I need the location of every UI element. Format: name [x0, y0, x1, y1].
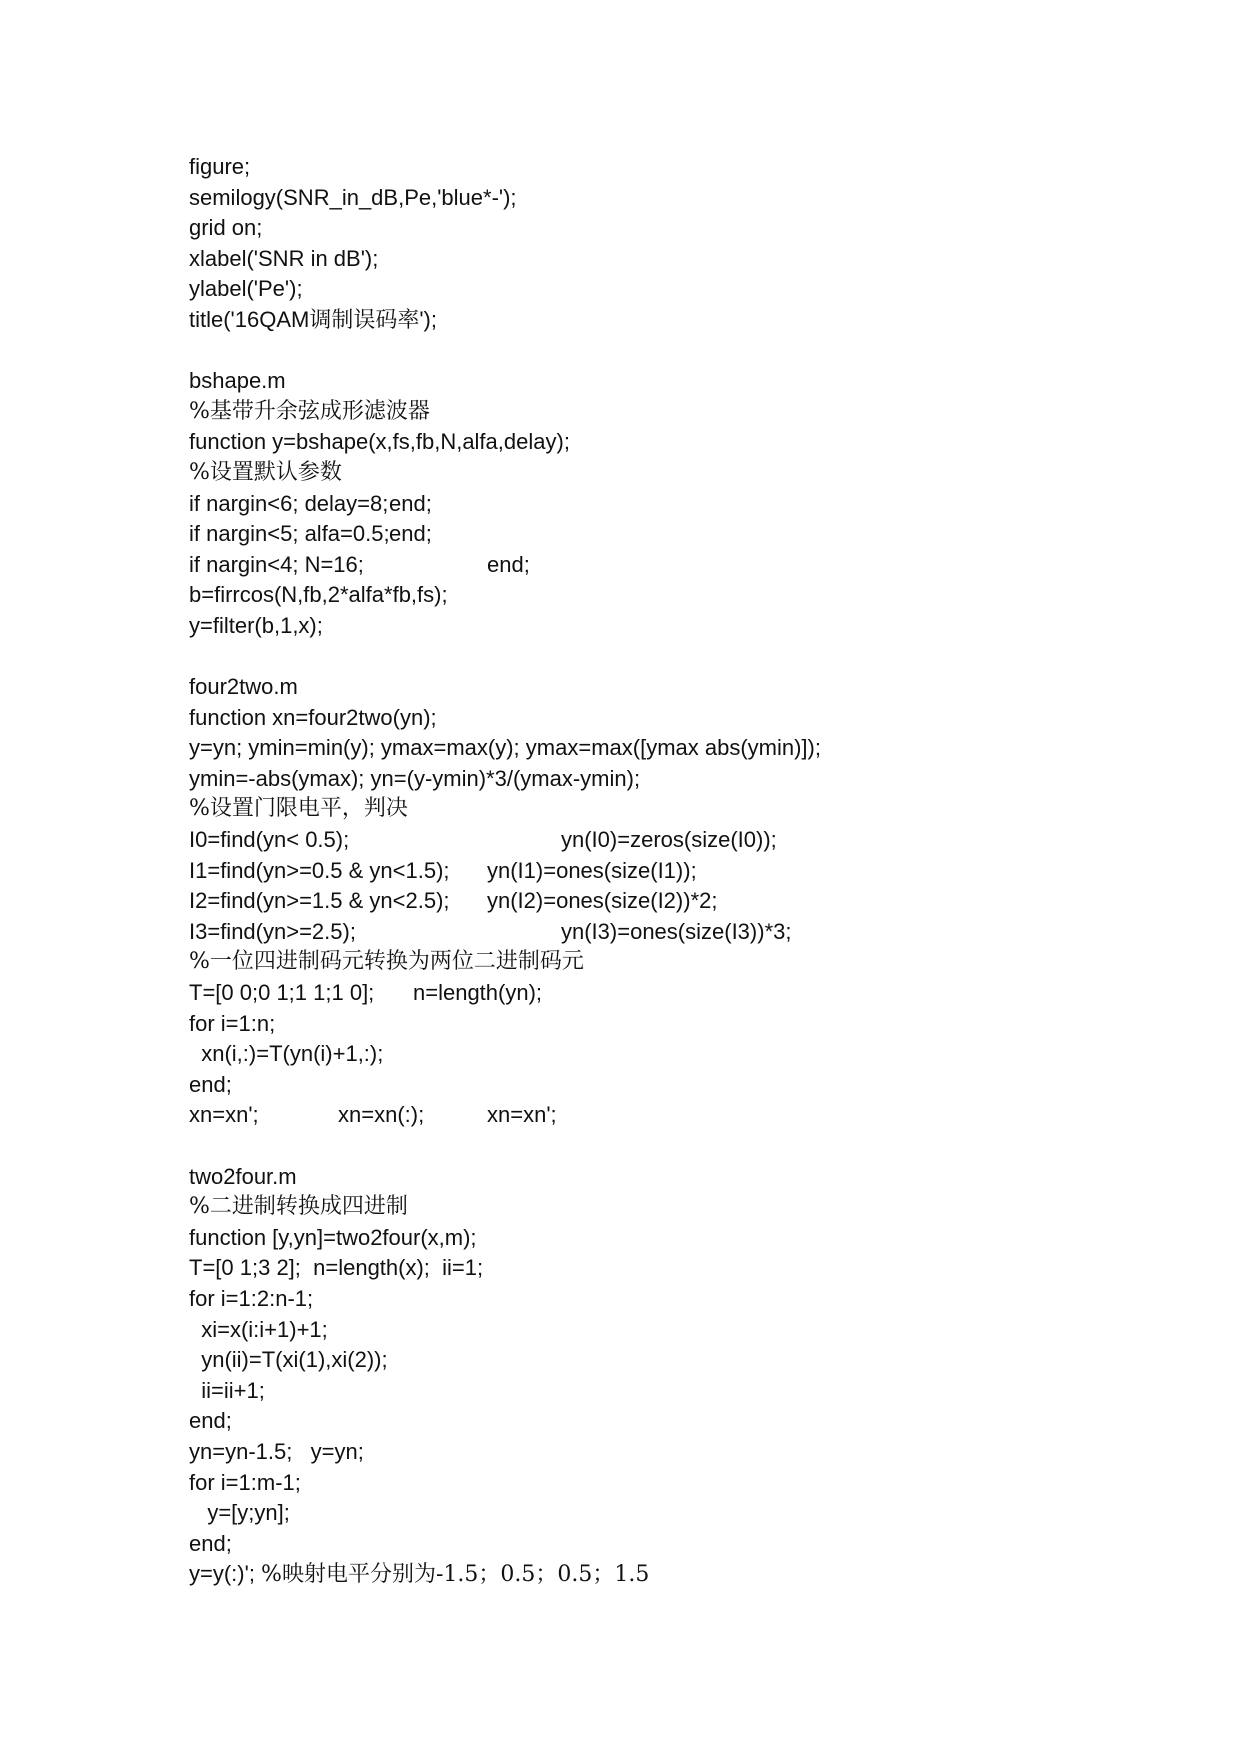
blank-line	[189, 642, 1189, 673]
code-comment: %基带升余弦成形滤波器	[189, 398, 430, 424]
file-name-two2four: two2four.m	[189, 1163, 297, 1189]
file-name-bshape: bshape.m	[189, 368, 286, 394]
code-line: for i=1:2:n-1;	[189, 1285, 314, 1311]
code-line: end;	[189, 1408, 232, 1434]
code-line: y=[y;yn];	[189, 1500, 290, 1526]
code-line: ii=ii+1;	[189, 1377, 265, 1403]
code-line: grid on;	[189, 215, 263, 241]
code-line: end;	[189, 1530, 232, 1556]
code-line	[189, 519, 1189, 550]
code-line	[189, 489, 1189, 520]
code-line: semilogy(SNR_in_dB,Pe,'blue*-');	[189, 184, 517, 210]
code-segment: I0=find(yn< 0.5);	[189, 827, 350, 853]
code-listing	[189, 152, 1189, 1590]
code-line: function xn=four2two(yn);	[189, 704, 437, 730]
code-line	[189, 1100, 1189, 1131]
blank-line	[189, 336, 1189, 367]
code-segment: I3=find(yn>=2.5);	[189, 918, 356, 944]
code-line: yn=yn-1.5; y=yn;	[189, 1438, 364, 1464]
code-comment: %映射电平分别为-1.5；0.5；0.5；1.5	[261, 1562, 650, 1588]
code-line	[189, 856, 1189, 887]
code-segment: xn=xn';	[487, 1102, 557, 1128]
code-segment: yn(I0)=zeros(size(I0));	[561, 827, 777, 853]
code-segment: if nargin<6; delay=8;	[189, 490, 389, 516]
code-segment: if nargin<5; alfa=0.5;	[189, 521, 390, 547]
code-comment: %设置默认参数	[189, 459, 342, 485]
code-segment: T=[0 0;0 1;1 1;1 0];	[189, 980, 375, 1006]
code-segment: y=y(:)';	[189, 1561, 262, 1587]
code-segment: end;	[389, 490, 432, 516]
code-line	[189, 978, 1189, 1009]
code-segment: xn=xn(:);	[338, 1102, 425, 1128]
code-line: y=filter(b,1,x);	[189, 612, 323, 638]
code-line: for i=1:m-1;	[189, 1469, 301, 1495]
code-segment: xn=xn';	[189, 1102, 259, 1128]
code-line	[189, 550, 1189, 581]
code-line: function [y,yn]=two2four(x,m);	[189, 1224, 477, 1250]
code-line: for i=1:n;	[189, 1010, 276, 1036]
code-segment: n=length(yn);	[413, 980, 543, 1006]
code-line	[189, 917, 1189, 948]
blank-line	[189, 1131, 1189, 1162]
code-line: yn(ii)=T(xi(1),xi(2));	[189, 1347, 388, 1373]
code-line: y=yn; ymin=min(y); ymax=max(y); ymax=max([ymax abs(ymin)]);	[189, 735, 821, 761]
code-line: xn(i,:)=T(yn(i)+1,:);	[189, 1041, 384, 1067]
code-line: title('16QAM调制误码率');	[189, 306, 437, 332]
code-segment: I2=find(yn>=1.5 & yn<2.5);	[189, 888, 450, 914]
code-line: figure;	[189, 154, 251, 179]
code-segment: end;	[389, 521, 432, 547]
code-line	[189, 1559, 1189, 1590]
code-line	[189, 886, 1189, 917]
code-line: ylabel('Pe');	[189, 276, 303, 302]
code-line: function y=bshape(x,fs,fb,N,alfa,delay);	[189, 429, 570, 455]
code-line: end;	[189, 1071, 232, 1097]
code-comment: %设置门限电平，判决	[189, 796, 408, 822]
file-name-four2two: four2two.m	[189, 674, 298, 700]
code-comment: %二进制转换成四进制	[189, 1194, 408, 1220]
code-line: xlabel('SNR in dB');	[189, 245, 379, 271]
code-line: ymin=-abs(ymax); yn=(y-ymin)*3/(ymax-ymin);	[189, 765, 641, 791]
code-line	[189, 825, 1189, 856]
code-segment: if nargin<4; N=16;	[189, 551, 364, 577]
code-segment: yn(I3)=ones(size(I3))*3;	[561, 918, 792, 944]
code-segment: yn(I2)=ones(size(I2))*2;	[487, 888, 718, 914]
code-line: xi=x(i:i+1)+1;	[189, 1316, 328, 1342]
code-segment: end;	[487, 551, 530, 577]
code-segment: I1=find(yn>=0.5 & yn<1.5);	[189, 857, 450, 883]
code-segment: yn(I1)=ones(size(I1));	[487, 857, 697, 883]
code-line: T=[0 1;3 2]; n=length(x); ii=1;	[189, 1255, 484, 1281]
code-comment: %一位四进制码元转换为两位二进制码元	[189, 949, 584, 975]
code-line: b=firrcos(N,fb,2*alfa*fb,fs);	[189, 582, 448, 608]
